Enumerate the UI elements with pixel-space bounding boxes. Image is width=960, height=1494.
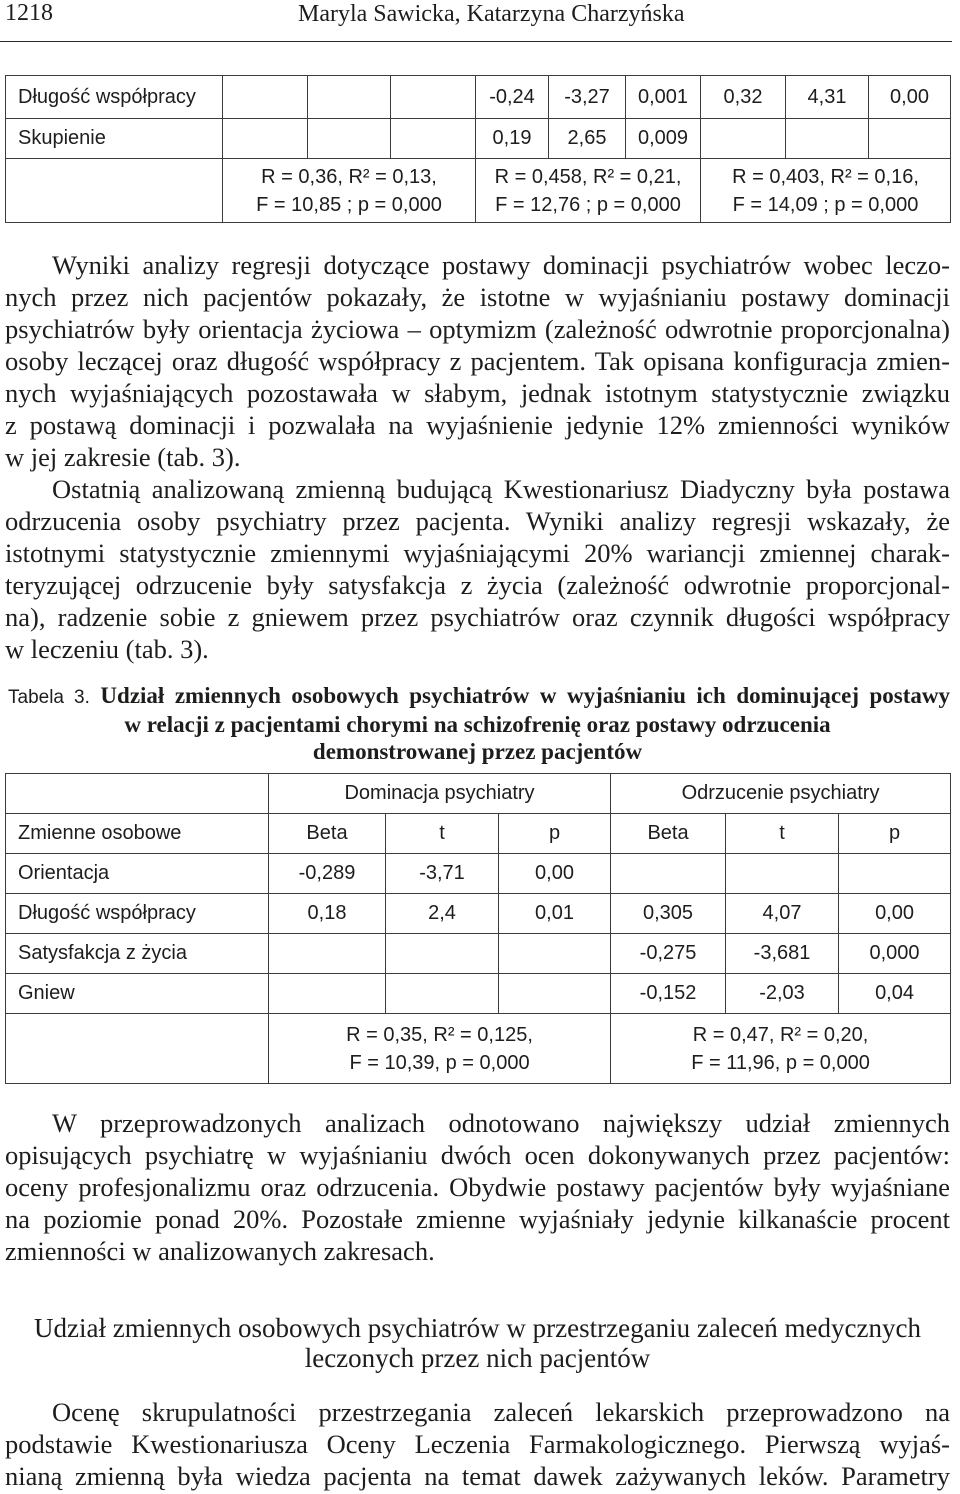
table-cell: [499, 974, 611, 1014]
table-cell: [269, 974, 386, 1014]
group-header: Dominacja psychiatry: [269, 774, 611, 814]
table-3: [5, 773, 951, 1084]
table-cell: [499, 934, 611, 974]
model-stats-r: R = 0,47, R² = 0,20,: [692, 1023, 869, 1046]
text-line: istotnymi statystycznie zmiennymi wyjaśniającymi 20% wariancji zmiennej charak-: [5, 538, 950, 568]
text-line: podstawie Kwestionariusza Oceny Leczenia Farmakologicznego. Pierwszą wyjaś-: [5, 1429, 950, 1459]
text-line: W przeprowadzonych analizach odnotowano największy udział zmiennych: [52, 1108, 950, 1138]
model-stats-row: [6, 1014, 951, 1084]
column-header: p: [839, 814, 951, 854]
text-line: w leczeniu (tab. 3).: [5, 634, 209, 664]
table-cell: 0,00: [839, 894, 951, 934]
table-cell: [701, 119, 786, 159]
results-paragraphs: [5, 249, 950, 665]
table-cell: 0,00: [869, 76, 951, 119]
section-heading-line: leczonych przez nich pacjentów: [304, 1343, 651, 1373]
section-paragraph: [5, 1396, 950, 1492]
table-row: [6, 974, 951, 1014]
text-line: Ostatnią analizowaną zmienną budującą Kwestionariusz Diadyczny była postawa: [52, 474, 950, 504]
table-cell: [308, 119, 391, 159]
table-cell: [223, 119, 308, 159]
text-line: na poziomie ponad 20%. Pozostałe zmienne wyjaśniały jedynie kilkanaście procent: [5, 1204, 950, 1234]
paragraph: [5, 473, 950, 665]
table-caption-title: Udział zmiennych osobowych psychiatrów w wyjaśnianiu ich dominującej postawy: [100, 683, 951, 708]
row-label: Gniew: [6, 974, 269, 1014]
table-row: [6, 119, 951, 159]
page-number: 1218: [5, 0, 53, 26]
table-cell: -0,24: [476, 76, 549, 119]
table-cell: [726, 854, 839, 894]
table-caption: [5, 682, 950, 765]
table-caption-label: Tabela 3.: [8, 687, 90, 708]
model-stats-r: R = 0,36, R² = 0,13,: [261, 165, 437, 188]
text-line: z postawą dominacji i pozwalała na wyjaśnienie jedynie 12% zmienności wyników: [5, 410, 950, 440]
text-line: oceny profesjonalizmu oraz odrzucenia. Obydwie postawy pacjentów były wyjaśniane: [5, 1172, 950, 1202]
table-cell: 0,04: [839, 974, 951, 1014]
table-cell: 0,01: [499, 894, 611, 934]
table-cell-empty: [6, 774, 269, 814]
running-head-authors: Maryla Sawicka, Katarzyna Charzyńska: [298, 1, 685, 27]
group-header-row: [6, 774, 951, 814]
text-line: odrzucenia osoby psychiatry przez pacjenta. Wyniki analizy regresji wskazały, że: [5, 506, 950, 536]
text-line: nych przez nich pacjentów pokazały, że istotne w wyjaśnianiu postawy dominacji: [5, 282, 950, 312]
group-header: Odrzucenie psychiatry: [611, 774, 951, 814]
table-cell: -3,27: [549, 76, 626, 119]
column-header: t: [726, 814, 839, 854]
table-cell: [391, 119, 476, 159]
table-cell: 0,00: [499, 854, 611, 894]
model-stats-r: R = 0,403, R² = 0,16,: [732, 165, 919, 188]
text-line: Ocenę skrupulatności przestrzegania zaleceń lekarskich przeprowadzono na: [52, 1397, 950, 1427]
table-row: [6, 76, 951, 119]
table-cell: 0,001: [626, 76, 701, 119]
model-stats-cell: [701, 159, 951, 223]
column-header: t: [386, 814, 499, 854]
table-cell-empty: [6, 159, 223, 223]
table-cell: [308, 76, 391, 119]
model-stats-f: F = 14,09 ; p = 0,000: [732, 193, 919, 216]
text-line: opisujących psychiatrę w wyjaśnianiu dwóch ocen dokonywanych przez pacjentów:: [5, 1140, 950, 1170]
table-cell: [386, 934, 499, 974]
table-cell: 0,009: [626, 119, 701, 159]
model-stats-cell: [223, 159, 476, 223]
model-stats-cell: [611, 1014, 951, 1084]
text-line: osoby leczącej oraz długość współpracy z pacjentem. Tak opisana konfiguracja zmien-: [5, 346, 950, 376]
table-cell: [839, 854, 951, 894]
paragraph: [5, 249, 950, 473]
column-header: Beta: [611, 814, 726, 854]
table-caption-line: [5, 682, 950, 711]
text-line: w jej zakresie (tab. 3).: [5, 442, 241, 472]
table-cell: 0,305: [611, 894, 726, 934]
row-label: Skupienie: [6, 119, 223, 159]
table-cell: 4,31: [786, 76, 869, 119]
table-cell: 2,4: [386, 894, 499, 934]
table-cell: 0,19: [476, 119, 549, 159]
table-caption-title: w relacji z pacjentami chorymi na schizofrenię oraz postawy odrzucenia: [124, 712, 831, 737]
table-cell: [869, 119, 951, 159]
summary-paragraph: [5, 1107, 950, 1267]
table-cell: [786, 119, 869, 159]
table-cell: 0,32: [701, 76, 786, 119]
model-stats-cell: [269, 1014, 611, 1084]
text-line: teryzującej odrzucenie były satysfakcja z życia (zależność odwrotnie proporcjonal-: [5, 570, 950, 600]
table-cell: 0,18: [269, 894, 386, 934]
table-row: [6, 854, 951, 894]
row-label: Satysfakcja z życia: [6, 934, 269, 974]
row-label: Długość współpracy: [6, 894, 269, 934]
model-stats-f: F = 12,76 ; p = 0,000: [495, 193, 681, 216]
column-header: Beta: [269, 814, 386, 854]
table-cell: 0,000: [839, 934, 951, 974]
model-stats-f: F = 11,96, p = 0,000: [691, 1051, 870, 1074]
model-stats-f: F = 10,85 ; p = 0,000: [256, 193, 442, 216]
model-stats-r: R = 0,458, R² = 0,21,: [494, 165, 682, 188]
text-line: Wyniki analizy regresji dotyczące postawy dominacji psychiatrów wobec leczo-: [52, 250, 950, 280]
table-caption-title: demonstrowanej przez pacjentów: [312, 739, 643, 764]
table-cell: -3,681: [726, 934, 839, 974]
table-cell: -0,275: [611, 934, 726, 974]
row-label: Długość współpracy: [6, 76, 223, 119]
table-cell: [269, 934, 386, 974]
table-cell: -0,152: [611, 974, 726, 1014]
text-line: psychiatrów były orientacja życiowa – optymizm (zależność odwrotnie proporcjonalna): [5, 314, 950, 344]
table-cell-empty: [6, 1014, 269, 1084]
table-cell: -2,03: [726, 974, 839, 1014]
column-header: p: [499, 814, 611, 854]
table-cell: -3,71: [386, 854, 499, 894]
table-cell: [386, 974, 499, 1014]
table-cell: [391, 76, 476, 119]
header-rule: [0, 41, 952, 42]
section-heading-line: Udział zmiennych osobowych psychiatrów w przestrzeganiu zaleceń medycznych: [34, 1313, 921, 1343]
column-header: Zmienne osobowe: [6, 814, 269, 854]
table-row: [6, 894, 951, 934]
text-line: zmienności w analizowanych zakresach.: [5, 1236, 435, 1266]
model-stats-cell: [476, 159, 701, 223]
text-line: nych wyjaśniających pozostawała w słabym, jednak istotnym statystycznie związku: [5, 378, 950, 408]
text-line: na), radzenie sobie z gniewem przez psychiatrów oraz czynnik długości współpracy: [5, 602, 950, 632]
section-heading: [5, 1313, 950, 1373]
table-cell: 4,07: [726, 894, 839, 934]
model-stats-row: [6, 159, 951, 223]
model-stats-f: F = 10,39, p = 0,000: [349, 1051, 530, 1074]
table-cell: [223, 76, 308, 119]
running-head: [0, 0, 960, 40]
model-stats-r: R = 0,35, R² = 0,125,: [346, 1023, 533, 1046]
table-cell: [611, 854, 726, 894]
table-cell: -0,289: [269, 854, 386, 894]
table-continued: [5, 75, 951, 223]
table-row: [6, 934, 951, 974]
column-header-row: [6, 814, 951, 854]
row-label: Orientacja: [6, 854, 269, 894]
table-cell: 2,65: [549, 119, 626, 159]
text-line: nianą zmienną była wiedza pacjenta na temat dawek zażywanych leków. Parametry: [5, 1461, 950, 1491]
